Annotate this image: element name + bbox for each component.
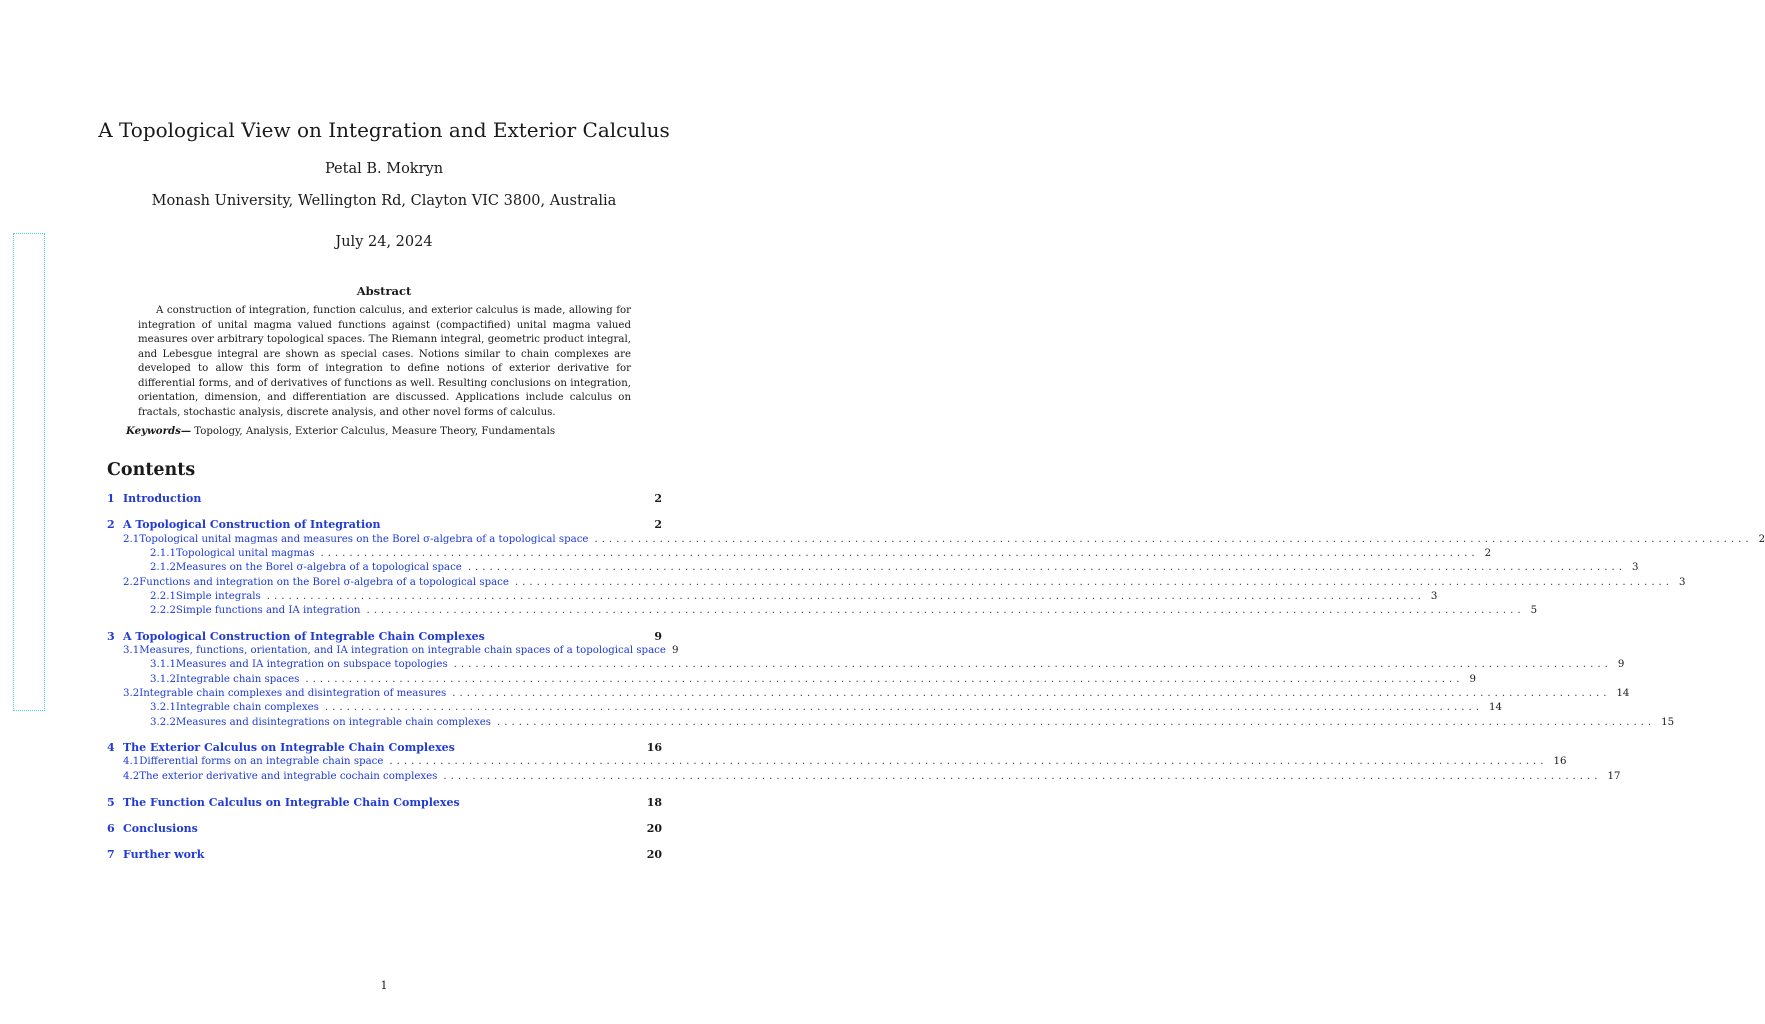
toc-page-number: 3 [1631, 562, 1639, 573]
toc-link-text[interactable]: Conclusions [123, 822, 198, 835]
toc-number: 2.1.1 [150, 548, 176, 559]
toc-page-number: 9 [654, 630, 662, 643]
toc-page-number: 9 [1469, 674, 1476, 685]
toc-leader-dots: ................................................................................................................................................................ [324, 702, 1483, 713]
toc-number: 4 [107, 741, 115, 754]
toc-page-number: 5 [1530, 605, 1538, 616]
toc-subsubsection[interactable] [150, 673, 1476, 687]
toc-number: 2.2 [123, 577, 140, 588]
toc-link-text[interactable]: Integrable chain complexes [175, 702, 319, 713]
toc-page-number: 2 [1484, 548, 1492, 559]
toc-page-number: 15 [1661, 717, 1675, 728]
toc-link-text[interactable]: Topological unital magmas [175, 548, 315, 559]
toc-link-text[interactable]: The Function Calculus on Integrable Chain Complexes [123, 796, 460, 809]
toc-subsubsection[interactable] [150, 561, 1639, 575]
toc-link-text[interactable]: Simple integrals [175, 591, 261, 602]
toc-subsection[interactable] [123, 644, 665, 658]
toc-page-number: 18 [646, 796, 662, 809]
toc-link-text[interactable]: Measures and IA integration on subspace topologies [175, 659, 448, 670]
publication-date: July 24, 2024 [335, 234, 433, 250]
toc-page-number: 2 [654, 492, 662, 505]
toc-subsection[interactable] [123, 770, 1621, 784]
toc-number: 6 [107, 822, 115, 835]
toc-number: 2.1 [123, 534, 140, 545]
toc-number: 7 [107, 848, 115, 861]
abstract-text: A construction of integration, function calculus, and exterior calculus is made, allowing for integration of unital magma valued functions against (compactified) unital magma valued measures over arbitrary topological spaces. The Riemann integral, geometric product integral, and Lebesgue integral are shown as special cases. Notions similar to chain complexes are developed to allow this form of integration to define notions of exterior derivative for differential forms, and of derivatives of functions as well. Resulting conclusions on integration, orientation, dimension, and differentiation are discussed. Applications include calculus on fractals, stochastic analysis, discrete analysis, and other novel forms of calculus. [138, 305, 631, 418]
toc-number: 3.1.1 [150, 659, 176, 670]
toc-subsubsection[interactable] [150, 716, 1675, 730]
toc-subsection[interactable] [123, 687, 1630, 701]
toc-leader-dots: ................................................................................................................................................................ [305, 674, 1464, 685]
toc-link-text[interactable]: Differential forms on an integrable chain space [139, 756, 384, 767]
toc-page-number: 17 [1607, 771, 1621, 782]
affiliation: Monash University, Wellington Rd, Clayton VIC 3800, Australia [151, 193, 617, 209]
toc-leader-dots: ................................................................................................................................................................ [366, 605, 1525, 616]
toc-section[interactable] [107, 796, 662, 810]
toc-number: 3.2.1 [150, 702, 176, 713]
toc-link-text[interactable]: The Exterior Calculus on Integrable Chain Complexes [123, 741, 455, 754]
toc-number: 2.2.1 [150, 591, 176, 602]
toc-link-text[interactable]: Measures and disintegrations on integrable chain complexes [175, 717, 492, 728]
toc-leader-dots: ................................................................................................................................................................ [443, 771, 1602, 782]
toc-link-text[interactable]: Integrable chain spaces [175, 674, 300, 685]
toc-leader-dots: ................................................................................................................................................................ [453, 659, 1612, 670]
toc-leader-dots: ................................................................................................................................................................ [594, 534, 1753, 545]
toc-section[interactable] [107, 518, 662, 532]
toc-page-number: 3 [1679, 577, 1686, 588]
toc-leader-dots: ................................................................................................................................................................ [497, 717, 1656, 728]
toc-subsubsection[interactable] [150, 604, 1538, 618]
toc-page-number: 14 [1616, 688, 1630, 699]
keywords-list: Topology, Analysis, Exterior Calculus, Measure Theory, Fundamentals [194, 426, 556, 437]
toc-leader-dots: ................................................................................................................................................................ [467, 562, 1626, 573]
keywords-label: Keywords— [126, 425, 192, 437]
toc-link-text[interactable]: Further work [123, 848, 205, 861]
toc-number: 3 [107, 630, 115, 643]
toc-page-number: 14 [1489, 702, 1502, 713]
toc-page-number: 16 [1553, 756, 1567, 767]
toc-link-text[interactable]: Measures, functions, orientation, and IA integration on integrable chain spaces of a topological space [139, 645, 666, 656]
toc-page-number: 9 [1617, 659, 1625, 670]
toc-page-number: 9 [672, 645, 679, 656]
toc-number: 2 [107, 518, 115, 531]
toc-link-text[interactable]: Integrable chain complexes and disintegration of measures [139, 688, 447, 699]
toc-leader-dots: ................................................................................................................................................................ [320, 548, 1479, 559]
toc-subsubsection[interactable] [150, 547, 1492, 561]
toc-link-text[interactable]: Measures on the Borel σ-algebra of a topological space [175, 562, 462, 573]
toc-number: 3.2 [123, 688, 140, 699]
contents-heading: Contents [107, 460, 196, 480]
toc-leader-dots: ................................................................................................................................................................ [389, 756, 1548, 767]
toc-number: 4.2 [123, 771, 140, 782]
toc-page-number: 20 [646, 848, 662, 861]
toc-leader-dots: ................................................................................................................................................................ [452, 688, 1611, 699]
toc-subsubsection[interactable] [150, 658, 1625, 672]
toc-subsection[interactable] [123, 755, 1567, 769]
toc-link-text[interactable]: Simple functions and IA integration [175, 605, 361, 616]
toc-number: 3.1 [123, 645, 140, 656]
toc-link-text[interactable]: Topological unital magmas and measures on the Borel σ-algebra of a topological space [139, 534, 589, 545]
toc-link-text[interactable]: A Topological Construction of Integrable Chain Complexes [123, 630, 485, 643]
toc-section[interactable] [107, 822, 662, 836]
toc-page-number: 3 [1430, 591, 1438, 602]
author-name: Petal B. Mokryn [324, 161, 444, 177]
toc-subsubsection[interactable] [150, 590, 1438, 604]
toc-subsection[interactable] [123, 533, 1765, 547]
toc-link-text[interactable]: Functions and integration on the Borel σ-algebra of a topological space [139, 577, 509, 588]
keywords-line [126, 424, 646, 439]
toc-page-number: 2 [654, 518, 662, 531]
toc-page-number: 2 [1758, 534, 1765, 545]
page-number: 1 [380, 979, 388, 992]
toc-section[interactable] [107, 492, 662, 506]
toc-number: 2.1.2 [150, 562, 176, 573]
paper-title: A Topological View on Integration and Exterior Calculus [98, 118, 670, 142]
toc-page-number: 16 [646, 741, 662, 754]
toc-number: 5 [107, 796, 115, 809]
toc-leader-dots: ................................................................................................................................................................ [514, 577, 1674, 588]
toc-section[interactable] [107, 630, 662, 644]
toc-subsubsection[interactable] [150, 701, 1502, 715]
toc-link-text[interactable]: Introduction [123, 492, 202, 505]
toc-number: 3.2.2 [150, 717, 176, 728]
toc-number: 4.1 [123, 756, 140, 767]
toc-subsection[interactable] [123, 576, 1686, 590]
toc-number: 1 [107, 492, 115, 505]
toc-number: 2.2.2 [150, 605, 176, 616]
toc-link-text[interactable]: The exterior derivative and integrable cochain complexes [139, 771, 438, 782]
toc-page-number: 20 [646, 822, 662, 835]
toc-leader-dots: ................................................................................................................................................................ [266, 591, 1425, 602]
selection-bracket [13, 233, 45, 711]
toc-link-text[interactable]: A Topological Construction of Integration [123, 518, 381, 531]
abstract-heading: Abstract [356, 284, 412, 298]
toc-section[interactable] [107, 848, 662, 862]
toc-number: 3.1.2 [150, 674, 176, 685]
toc-section[interactable] [107, 741, 662, 755]
